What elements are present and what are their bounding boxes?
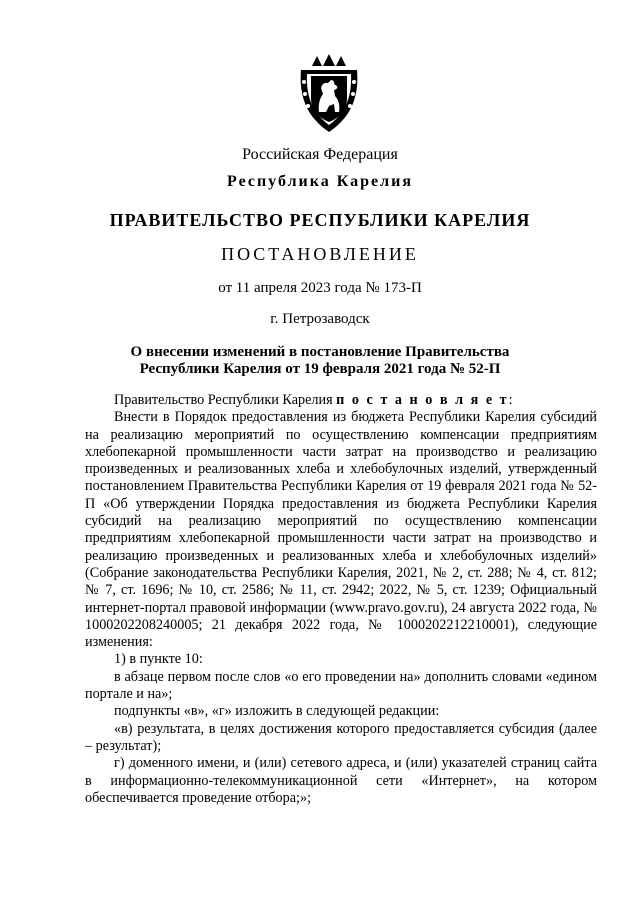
document-body [85,392,597,807]
title-line-2: Республики Карелия от 19 февраля 2021 года № 52-П [139,361,501,377]
document-type: ПОСТАНОВЛЕНИЕ [221,244,419,264]
document-title [0,344,640,378]
intro-lead: Правительство Республики Карелия [114,392,337,408]
body-paragraph: «в) результата, в целях достижения которого предоставляется субсидия (далее – результат); [85,720,597,754]
body-paragraph: г) доменного имени, и (или) сетевого адреса, и (или) указателей страниц сайта в информационно-телекоммуникационной сети «Интернет», на котором обеспечивается проведение отбора;»; [85,755,597,806]
body-paragraph: в абзаце первом после слов «о его проведении на» дополнить словами «едином портале и на»; [85,668,597,703]
intro-decree-word: п о с т а н о в л я е т [336,392,509,408]
intro-tail: : [508,392,513,408]
document-city: г. Петрозаводск [270,311,370,327]
body-paragraph: подпункты «в», «г» изложить в следующей редакции: [114,703,440,720]
government-name: ПРАВИТЕЛЬСТВО РЕСПУБЛИКИ КАРЕЛИЯ [109,210,531,230]
republic-name: Республика Карелия [227,173,413,190]
body-paragraph: Внести в Порядок предоставления из бюджета Республики Карелия субсидий на реализацию мероприятий по осуществлению компенсации предприятиям хлебопекарной промышленности части затрат на производство и реализацию произведенных и реализованных хлеба и хлебобулочных изделий, утвержденный постановлением Правительства Республики Карелия от 19 февраля 2021 года № 52-П «Об утверждении Порядка предоставления из бюджета Республики Карелия субсидий на реализацию мероприятий по осуществлению компенсации предприятиям хлебопекарной промышленности части затрат на производство и реализацию произведенных и реализованных хлеба и хлебобулочных изделий» (Собрание законодательства Республики Карелия, 2021, № 2, ст. 288; № 4, ст. 812; № 7, ст. 1696; № 10, ст. 2586; № 11, ст. 2942; 2022, № 5, ст. 1239; Официальный интернет-портал правовой информации (www.pravo.gov.ru), 24 августа 2022 года, № 1000202208240005; 21 декабря 2022 года, № 1000202212210001), следующие изменения: [85,409,597,651]
country-name: Российская Федерация [242,146,398,163]
intro-paragraph [85,392,597,409]
body-paragraph: 1) в пункте 10: [114,651,203,668]
karelia-coat-of-arms-icon [295,54,363,134]
title-line-1: О внесении изменений в постановление Правительства [130,344,510,360]
document-date-number: от 11 апреля 2023 года № 173-П [218,280,422,296]
